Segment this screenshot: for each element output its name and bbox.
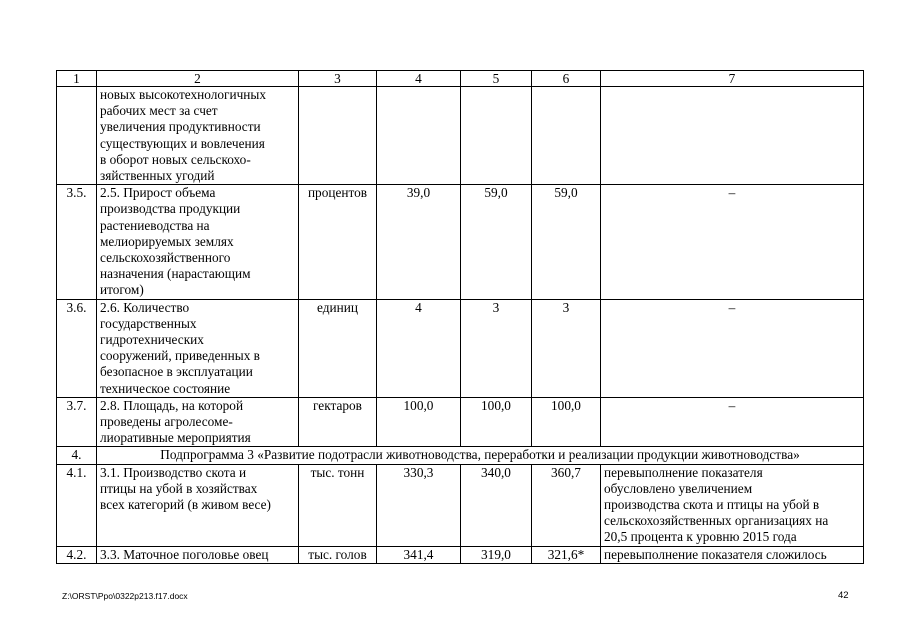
row-number: 3.7. — [57, 397, 97, 447]
value-col5 — [461, 87, 532, 185]
name-line: техническое состояние — [100, 380, 231, 396]
value-col5: 3 — [461, 299, 532, 397]
note-line: сельскохозяйственных организациях на — [604, 513, 829, 529]
name-line: сельскохозяйственного — [100, 250, 231, 266]
page-number: 42 — [838, 590, 849, 601]
unit: единиц — [299, 299, 377, 397]
name-line: мелиорируемых землях — [100, 233, 234, 249]
name-line: новых высокотехнологичных — [100, 87, 266, 102]
row-number — [57, 87, 97, 185]
value-col6: 360,7 — [532, 464, 601, 546]
header-cell: 5 — [461, 71, 532, 87]
value-col4 — [377, 87, 461, 185]
unit — [299, 87, 377, 185]
row-number: 3.6. — [57, 299, 97, 397]
value-col4: 39,0 — [377, 185, 461, 299]
value-col6: 59,0 — [532, 185, 601, 299]
indicator-name — [97, 185, 299, 299]
name-line: гидротехнических — [100, 332, 204, 348]
name-line: итогом) — [100, 282, 144, 298]
value-col6 — [532, 87, 601, 185]
name-line: проведены агролесоме- — [100, 414, 233, 430]
value-col6: 321,6* — [532, 546, 601, 563]
note-line: перевыполнение показателя сложилось — [604, 546, 827, 562]
table-row — [57, 87, 864, 185]
row-number: 4. — [57, 447, 97, 464]
header-cell: 3 — [299, 71, 377, 87]
name-line: 2.6. Количество — [100, 299, 190, 315]
name-line: производства продукции — [100, 201, 241, 217]
unit: процентов — [299, 185, 377, 299]
header-row — [57, 71, 864, 87]
row-number: 4.1. — [57, 464, 97, 546]
note-line: производства скота и птицы на убой в — [604, 497, 820, 513]
indicator-name — [97, 87, 299, 185]
value-col4: 341,4 — [377, 546, 461, 563]
unit: гектаров — [299, 397, 377, 447]
note: – — [601, 397, 864, 447]
indicator-name — [97, 299, 299, 397]
header-cell: 7 — [601, 71, 864, 87]
value-col4: 4 — [377, 299, 461, 397]
value-col5: 59,0 — [461, 185, 532, 299]
name-line: всех категорий (в живом весе) — [100, 497, 271, 513]
row-number: 4.2. — [57, 546, 97, 563]
name-line: рабочих мест за счет — [100, 103, 218, 119]
unit: тыс. голов — [299, 546, 377, 563]
header-cell: 2 — [97, 71, 299, 87]
note: – — [601, 299, 864, 397]
indicators-table — [56, 70, 864, 564]
value-col5: 340,0 — [461, 464, 532, 546]
name-line: государственных — [100, 315, 197, 331]
table-row — [57, 546, 864, 563]
indicator-name — [97, 397, 299, 447]
table-row — [57, 464, 864, 546]
name-line: 2.5. Прирост объема — [100, 185, 216, 201]
value-col5: 319,0 — [461, 546, 532, 563]
note — [601, 546, 864, 563]
note-line: 20,5 процента к уровню 2015 года — [604, 529, 797, 545]
header-cell: 1 — [57, 71, 97, 87]
row-number: 3.5. — [57, 185, 97, 299]
name-line: существующих и вовлечения — [100, 135, 265, 151]
table-row — [57, 185, 864, 299]
subprogram-title: Подпрограмма 3 «Развитие подотрасли животноводства, переработки и реализации продукции животноводства» — [97, 447, 864, 464]
name-line: назначения (нарастающим — [100, 266, 251, 282]
note — [601, 464, 864, 546]
subprogram-row — [57, 447, 864, 464]
header-cell: 4 — [377, 71, 461, 87]
name-line: сооружений, приведенных в — [100, 348, 260, 364]
value-col6: 100,0 — [532, 397, 601, 447]
name-line: 3.1. Производство скота и — [100, 464, 247, 480]
unit: тыс. тонн — [299, 464, 377, 546]
value-col4: 330,3 — [377, 464, 461, 546]
note-line: обусловлено увеличением — [604, 480, 753, 496]
name-line: 3.3. Маточное поголовье овец — [100, 546, 269, 562]
value-col5: 100,0 — [461, 397, 532, 447]
table-row — [57, 299, 864, 397]
name-line: безопасное в эксплуатации — [100, 364, 253, 380]
header-cell: 6 — [532, 71, 601, 87]
note-line: перевыполнение показателя — [604, 464, 763, 480]
value-col6: 3 — [532, 299, 601, 397]
name-line: растениеводства на — [100, 217, 210, 233]
footer-file-path: Z:\ORST\Ppo\0322p213.f17.docx — [62, 591, 188, 601]
table-row — [57, 397, 864, 447]
name-line: лиоративные мероприятия — [100, 430, 251, 446]
name-line: птицы на убой в хозяйствах — [100, 480, 258, 496]
indicator-name — [97, 546, 299, 563]
note: – — [601, 185, 864, 299]
name-line: в оборот новых сельскохо- — [100, 151, 251, 167]
note — [601, 87, 864, 185]
value-col4: 100,0 — [377, 397, 461, 447]
indicator-name — [97, 464, 299, 546]
name-line: 2.8. Площадь, на которой — [100, 397, 244, 413]
name-line: зяйственных угодий — [100, 168, 215, 184]
name-line: увеличения продуктивности — [100, 119, 261, 135]
